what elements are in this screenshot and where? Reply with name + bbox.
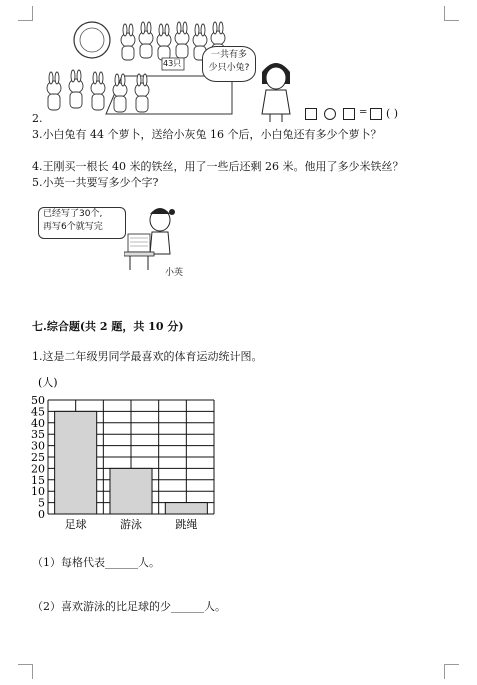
equation-box-2 [343,108,355,120]
xiaoying-name-label: 小英 [165,268,184,278]
chart-y-tick-label: 20 [31,462,45,476]
question-3: 3.小白兔有 44 个萝卜，送给小灰兔 16 个后，小白兔还有多少个萝卜？ [32,128,382,141]
equals-sign: = [359,107,368,118]
sports-bar-chart [28,372,228,532]
chart-y-tick-label: 0 [38,508,45,521]
section-7-question-1: 1.这是二年级男同学最喜欢的体育运动统计图。 [32,350,263,363]
chart-y-axis-label: (人) [38,376,58,389]
equation-box-3 [370,108,382,120]
chart-bar-3 [165,503,207,514]
girl-bubble-line1: 一共有多 [210,50,247,60]
chart-y-tick-label: 25 [31,451,45,464]
xiaoying-bubble-line1: 已经写了30个, [43,209,103,219]
chart-y-tick-label: 45 [31,405,45,419]
crop-mark-top-right [444,6,459,21]
question-4: 4.王刚买一根长 40 米的铁丝，用了一些后还剩 26 米。他用了多少米铁丝？ [32,160,404,173]
section-7-subquestion-2: （2）喜欢游泳的比足球的少______人。 [32,600,226,613]
question-5: 5.小英一共要写多少个字? [32,176,159,189]
chart-bar-1 [55,411,97,514]
chart-y-tick-label: 10 [31,485,45,499]
xiaoying-writing-illustration [124,204,184,272]
section-7-heading: 七.综合题(共 2 题，共 10 分) [32,320,184,333]
chart-y-tick-label: 40 [31,416,45,430]
equation-operator-circle [324,108,336,120]
crop-mark-top-left [18,6,33,21]
xiaoying-speech-bubble [38,207,126,239]
section-7-subquestion-1: （1）每格代表______人。 [32,556,160,569]
xiaoying-bubble-line2: 再写6个就写完 [43,222,103,232]
girl-illustration [256,56,296,122]
chart-x-ticks [65,517,198,531]
crop-mark-bottom-left [18,664,33,679]
chart-y-ticks [31,394,45,521]
chart-y-tick-label: 5 [38,496,45,510]
chart-bar-2 [110,468,152,514]
chart-y-tick-label: 15 [31,473,45,487]
equation-box-1 [305,108,317,120]
girl-bubble-line2: 少只小兔? [208,63,250,73]
q2-label: 2. [32,112,43,125]
chart-x-tick-label: 足球 [64,518,87,531]
rabbit-count-tag: 43只 [163,59,182,68]
chart-x-tick-label: 游泳 [120,518,142,531]
answer-unit-paren: ( ) [386,107,399,120]
crop-mark-bottom-right [444,664,459,679]
chart-y-tick-label: 35 [31,428,45,442]
chart-y-tick-label: 30 [31,439,45,453]
chart-x-tick-label: 跳绳 [175,518,198,531]
girl-speech-bubble [202,46,256,82]
chart-y-tick-label: 50 [31,394,45,407]
